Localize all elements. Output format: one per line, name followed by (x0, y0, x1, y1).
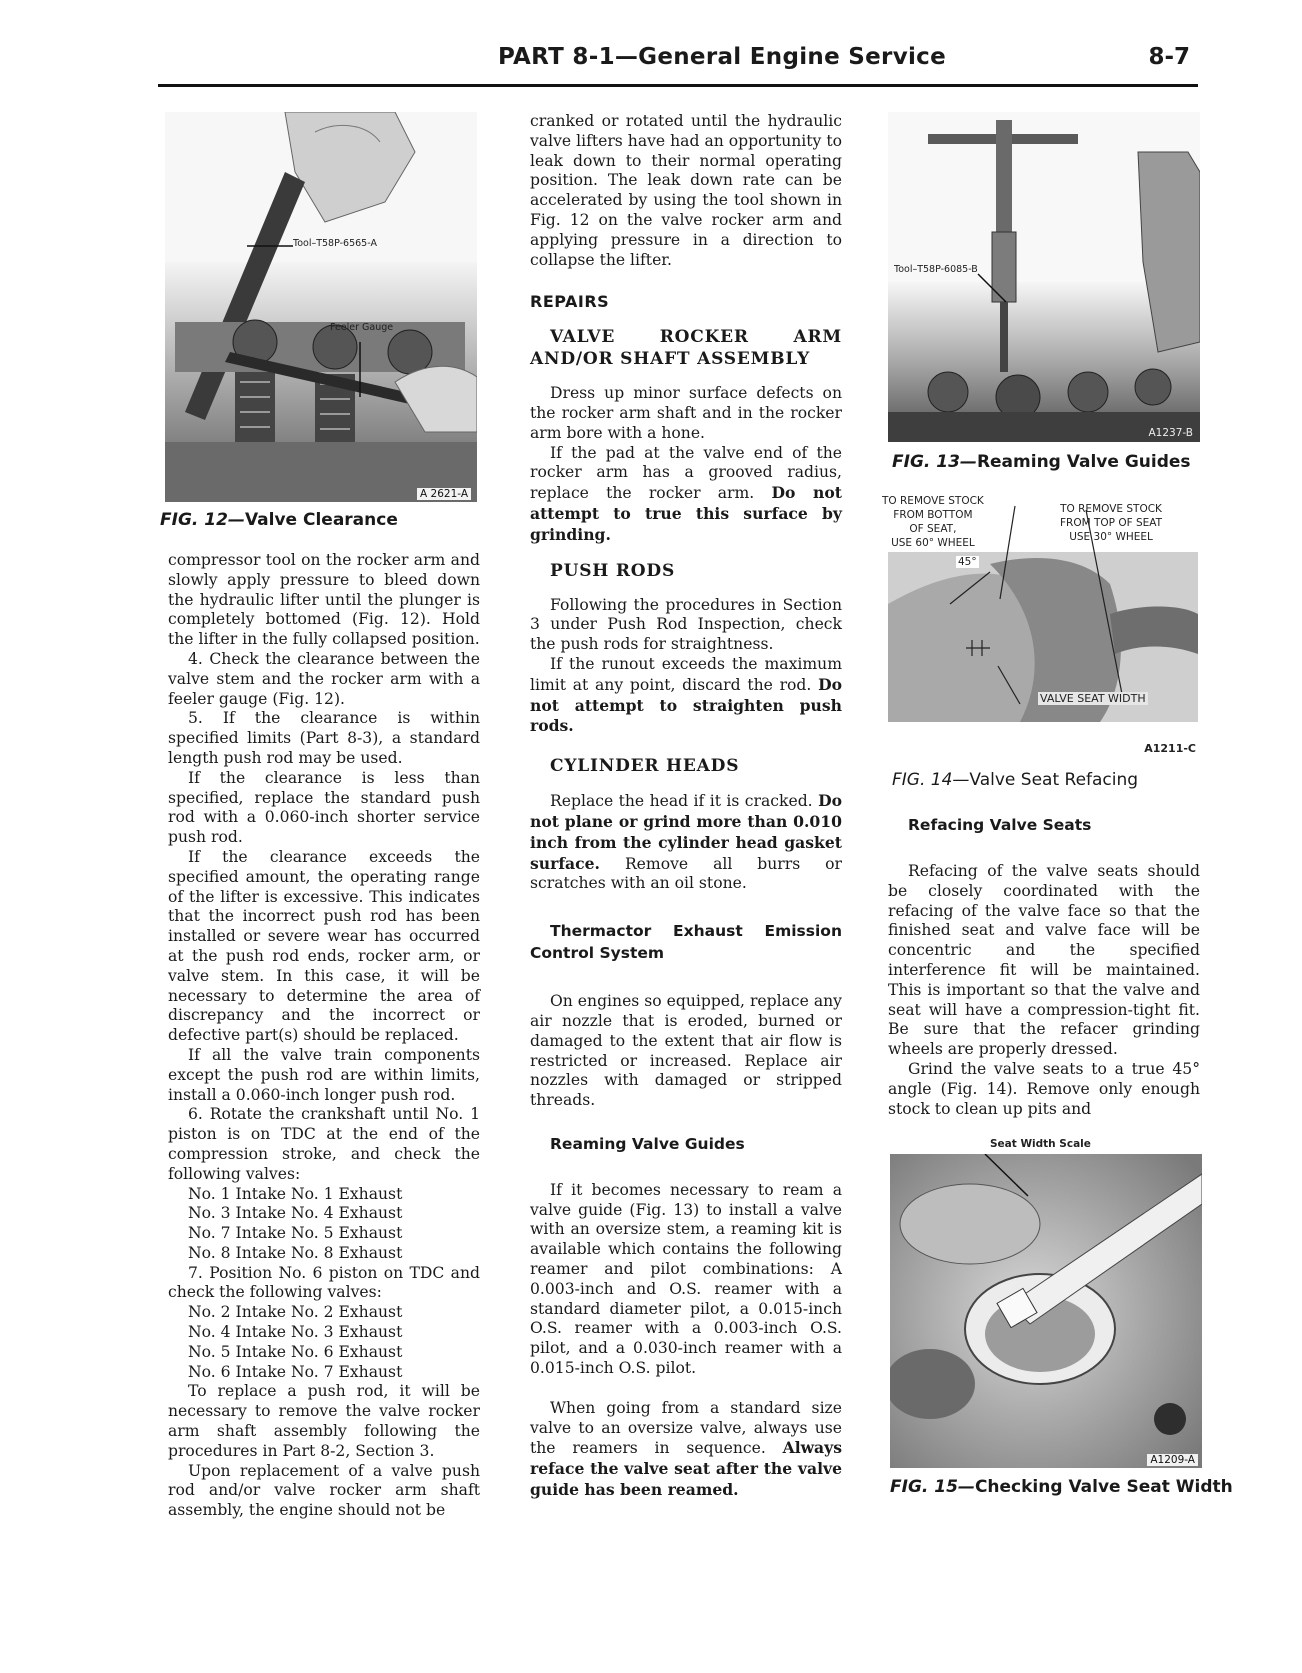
valve-check-list-2 (168, 1303, 480, 1382)
valve-check-list-1 (168, 1185, 480, 1264)
text-span: If the runout exceeds the maximum limit at any point, discard the rod. (530, 654, 842, 694)
fig13-caption-num: FIG. 13— (892, 452, 977, 472)
bold-warning: Always reface the valve seat after the valve guide has been reamed. (530, 1438, 842, 1500)
fig12-tool-label: Tool–T58P-6565-A (293, 238, 377, 249)
col2-paragraph: If it becomes necessary to ream a valve guide (Fig. 13) to install a valve with an oversize stem, a reaming kit is available which contains the following reamer and pilot combinations: A 0.003-inch and O.S. reamer with a standard diameter pilot, a 0.015-inch O.S. reamer with a 0.003-inch O.S. pilot, and a 0.030-inch reamer with a 0.015-inch O.S. pilot. (530, 1180, 842, 1378)
col2-paragraph (530, 791, 842, 894)
bold-warning: Do not attempt to true this surface by grinding. (530, 483, 842, 544)
list-item: No. 1 Intake No. 1 Exhaust (188, 1184, 403, 1203)
text-span: If the pad at the valve end of the rocker arm has a grooved radius, replace the rocker arm. (530, 443, 842, 503)
page-header (158, 40, 1198, 87)
col2-paragraph: Dress up minor surface defects on the rocker arm shaft and in the rocker arm bore with a hone. (530, 384, 842, 442)
fig12-caption (160, 510, 398, 530)
fig15-caption-num: FIG. 15— (890, 1477, 975, 1497)
fig13-image-id: A1237-B (1145, 427, 1196, 439)
header-title: PART 8-1—General Engine Service (498, 44, 947, 70)
col1-paragraph: 6. Rotate the crankshaft until No. 1 piston is on TDC at the end of the compression stroke, and check the following valves: (168, 1105, 480, 1183)
list-item: No. 4 Intake No. 3 Exhaust (188, 1323, 403, 1342)
col1-paragraph: 7. Position No. 6 piston on TDC and check the following valves: (168, 1263, 480, 1302)
fig12-caption-text: Valve Clearance (244, 510, 398, 530)
list-item: No. 5 Intake No. 6 Exhaust (188, 1342, 403, 1361)
col3-paragraph: Grind the valve seats to a true 45° angle (Fig. 14). Remove only enough stock to clean up pits and (888, 1059, 1200, 1118)
bold-warning: Do not plane or grind more than 0.010 inch from the cylinder head gasket surface. (530, 791, 842, 873)
fig14-label-right: TO REMOVE STOCK FROM TOP OF SEAT USE 30° WHEEL (1060, 503, 1163, 543)
col2-paragraph (530, 655, 842, 737)
text-span: Remove all burrs or scratches with an oil stone. (530, 854, 842, 893)
col1-paragraph: If the clearance exceeds the specified amount, the operating range of the lifter is excessive. This indicates that the incorrect push rod has been installed or severe wear has occurred at the push rod ends, rocker arm, or valve stem. In this case, it will be necessary to determine the area of discrepancy and the incorrect or defective part(s) should be replaced. (168, 847, 480, 1045)
fig13-photo-image (888, 112, 1200, 442)
text-span: When going from a standard size valve to an oversize valve, always use the reamers in sequence. (530, 1398, 842, 1458)
fig15-photo-image (890, 1154, 1202, 1468)
list-item: No. 8 Intake No. 8 Exhaust (188, 1243, 403, 1262)
fig12-photo-image (165, 112, 477, 502)
heading-thermactor: Thermactor Exhaust Emission Control System (530, 922, 842, 963)
fig14-caption (892, 770, 1138, 790)
fig15-image-id: A1209-A (1147, 1454, 1198, 1466)
heading-rocker-arm: VALVE ROCKER ARM AND/OR SHAFT ASSEMBLY (530, 327, 842, 370)
fig12-photo (165, 112, 477, 502)
col2-paragraph: Following the procedures in Section 3 under Push Rod Inspection, check the push rods for straightness. (530, 595, 842, 654)
fig14-width-label: VALVE SEAT WIDTH (1040, 692, 1146, 705)
page-number: 8-7 (1148, 44, 1190, 70)
col1-paragraph: 5. If the clearance is within specified limits (Part 8-3), a standard length push rod may be used. (168, 709, 480, 767)
heading-push-rods: PUSH RODS (550, 560, 676, 581)
text-span: Replace the head if it is cracked. (550, 792, 819, 811)
fig14-label-left: TO REMOVE STOCK FROM BOTTOM OF SEAT, USE 60° WHEEL (882, 495, 984, 549)
fig13-caption-text: Reaming Valve Guides (976, 452, 1191, 472)
col1-paragraph: If all the valve train components except the push rod are within limits, install a 0.060-inch longer push rod. (168, 1045, 480, 1104)
fig14-caption-text: Valve Seat Refacing (969, 770, 1139, 790)
fig14-image-id: A1211-C (1144, 742, 1196, 755)
fig12-gauge-label: Feeler Gauge (330, 322, 394, 333)
col1-paragraph: To replace a push rod, it will be necessary to remove the valve rocker arm shaft assembly following the procedures in Part 8-2, Section 3. (168, 1382, 480, 1460)
fig15-scale-label: Seat Width Scale (990, 1138, 1091, 1150)
column-1 (168, 551, 480, 1521)
fig13-photo (888, 112, 1200, 442)
list-item: No. 7 Intake No. 5 Exhaust (188, 1224, 403, 1243)
col2-paragraph (530, 444, 842, 546)
col2-paragraph: cranked or rotated until the hydraulic valve lifters have had an opportunity to leak down to their normal operating position. The leak down rate can be accelerated by using the tool shown in Fig. 12 on the valve rocker arm and applying pressure in a direction to collapse the lifter. (530, 112, 842, 269)
column-3 (888, 814, 1200, 1119)
fig14-diagram (880, 494, 1200, 759)
list-item: No. 2 Intake No. 2 Exhaust (188, 1303, 403, 1322)
heading-refacing-valve-seats: Refacing Valve Seats (908, 816, 1092, 834)
fig15-caption-text: Checking Valve Seat Width (974, 1477, 1233, 1497)
heading-repairs: REPAIRS (530, 292, 610, 312)
fig14-angle-label: 45° (958, 556, 977, 568)
fig13-tool-label: Tool–T58P-6085-B (894, 264, 978, 275)
heading-reaming-valve-guides: Reaming Valve Guides (550, 1134, 745, 1153)
column-2 (530, 112, 842, 1501)
bold-warning: Do not attempt to straighten push rods. (530, 674, 842, 736)
fig15-photo (890, 1154, 1202, 1468)
list-item: No. 3 Intake No. 4 Exhaust (188, 1204, 403, 1223)
col1-paragraph: Upon replacement of a valve push rod and/or valve rocker arm shaft assembly, the engine should not be (168, 1461, 480, 1520)
col1-paragraph: compressor tool on the rocker arm and slowly apply pressure to bleed down the hydraulic lifter until the plunger is completely bottomed (Fig. 12). Hold the lifter in the fully collapsed position. (168, 551, 480, 649)
fig14-caption-num: FIG. 14— (892, 770, 970, 790)
col2-paragraph (530, 1399, 842, 1501)
col1-paragraph: 4. Check the clearance between the valve stem and the rocker arm with a feeler gauge (Fig. 12). (168, 649, 480, 708)
list-item: No. 6 Intake No. 7 Exhaust (188, 1362, 403, 1381)
fig12-image-id: A 2621-A (417, 488, 471, 500)
col2-paragraph: On engines so equipped, replace any air nozzle that is eroded, burned or damaged to the extent that air flow is restricted or increased. Replace air nozzles with damaged or stripped threads. (530, 992, 842, 1110)
fig13-caption (892, 452, 1191, 472)
col1-paragraph: If the clearance is less than specified, replace the standard push rod with a 0.060-inch shorter service push rod. (168, 768, 480, 847)
fig15-caption (890, 1477, 1233, 1497)
heading-cylinder-heads: CYLINDER HEADS (550, 756, 740, 777)
col3-paragraph: Refacing of the valve seats should be closely coordinated with the refacing of the valve face so that the finished seat and valve face will be concentric and the specified interference fit will be maintained. This is important so that the valve and seat will have a compression-tight fit. Be sure that the refacer grinding wheels are properly dressed. (888, 862, 1200, 1059)
fig12-caption-num: FIG. 12— (160, 510, 245, 530)
